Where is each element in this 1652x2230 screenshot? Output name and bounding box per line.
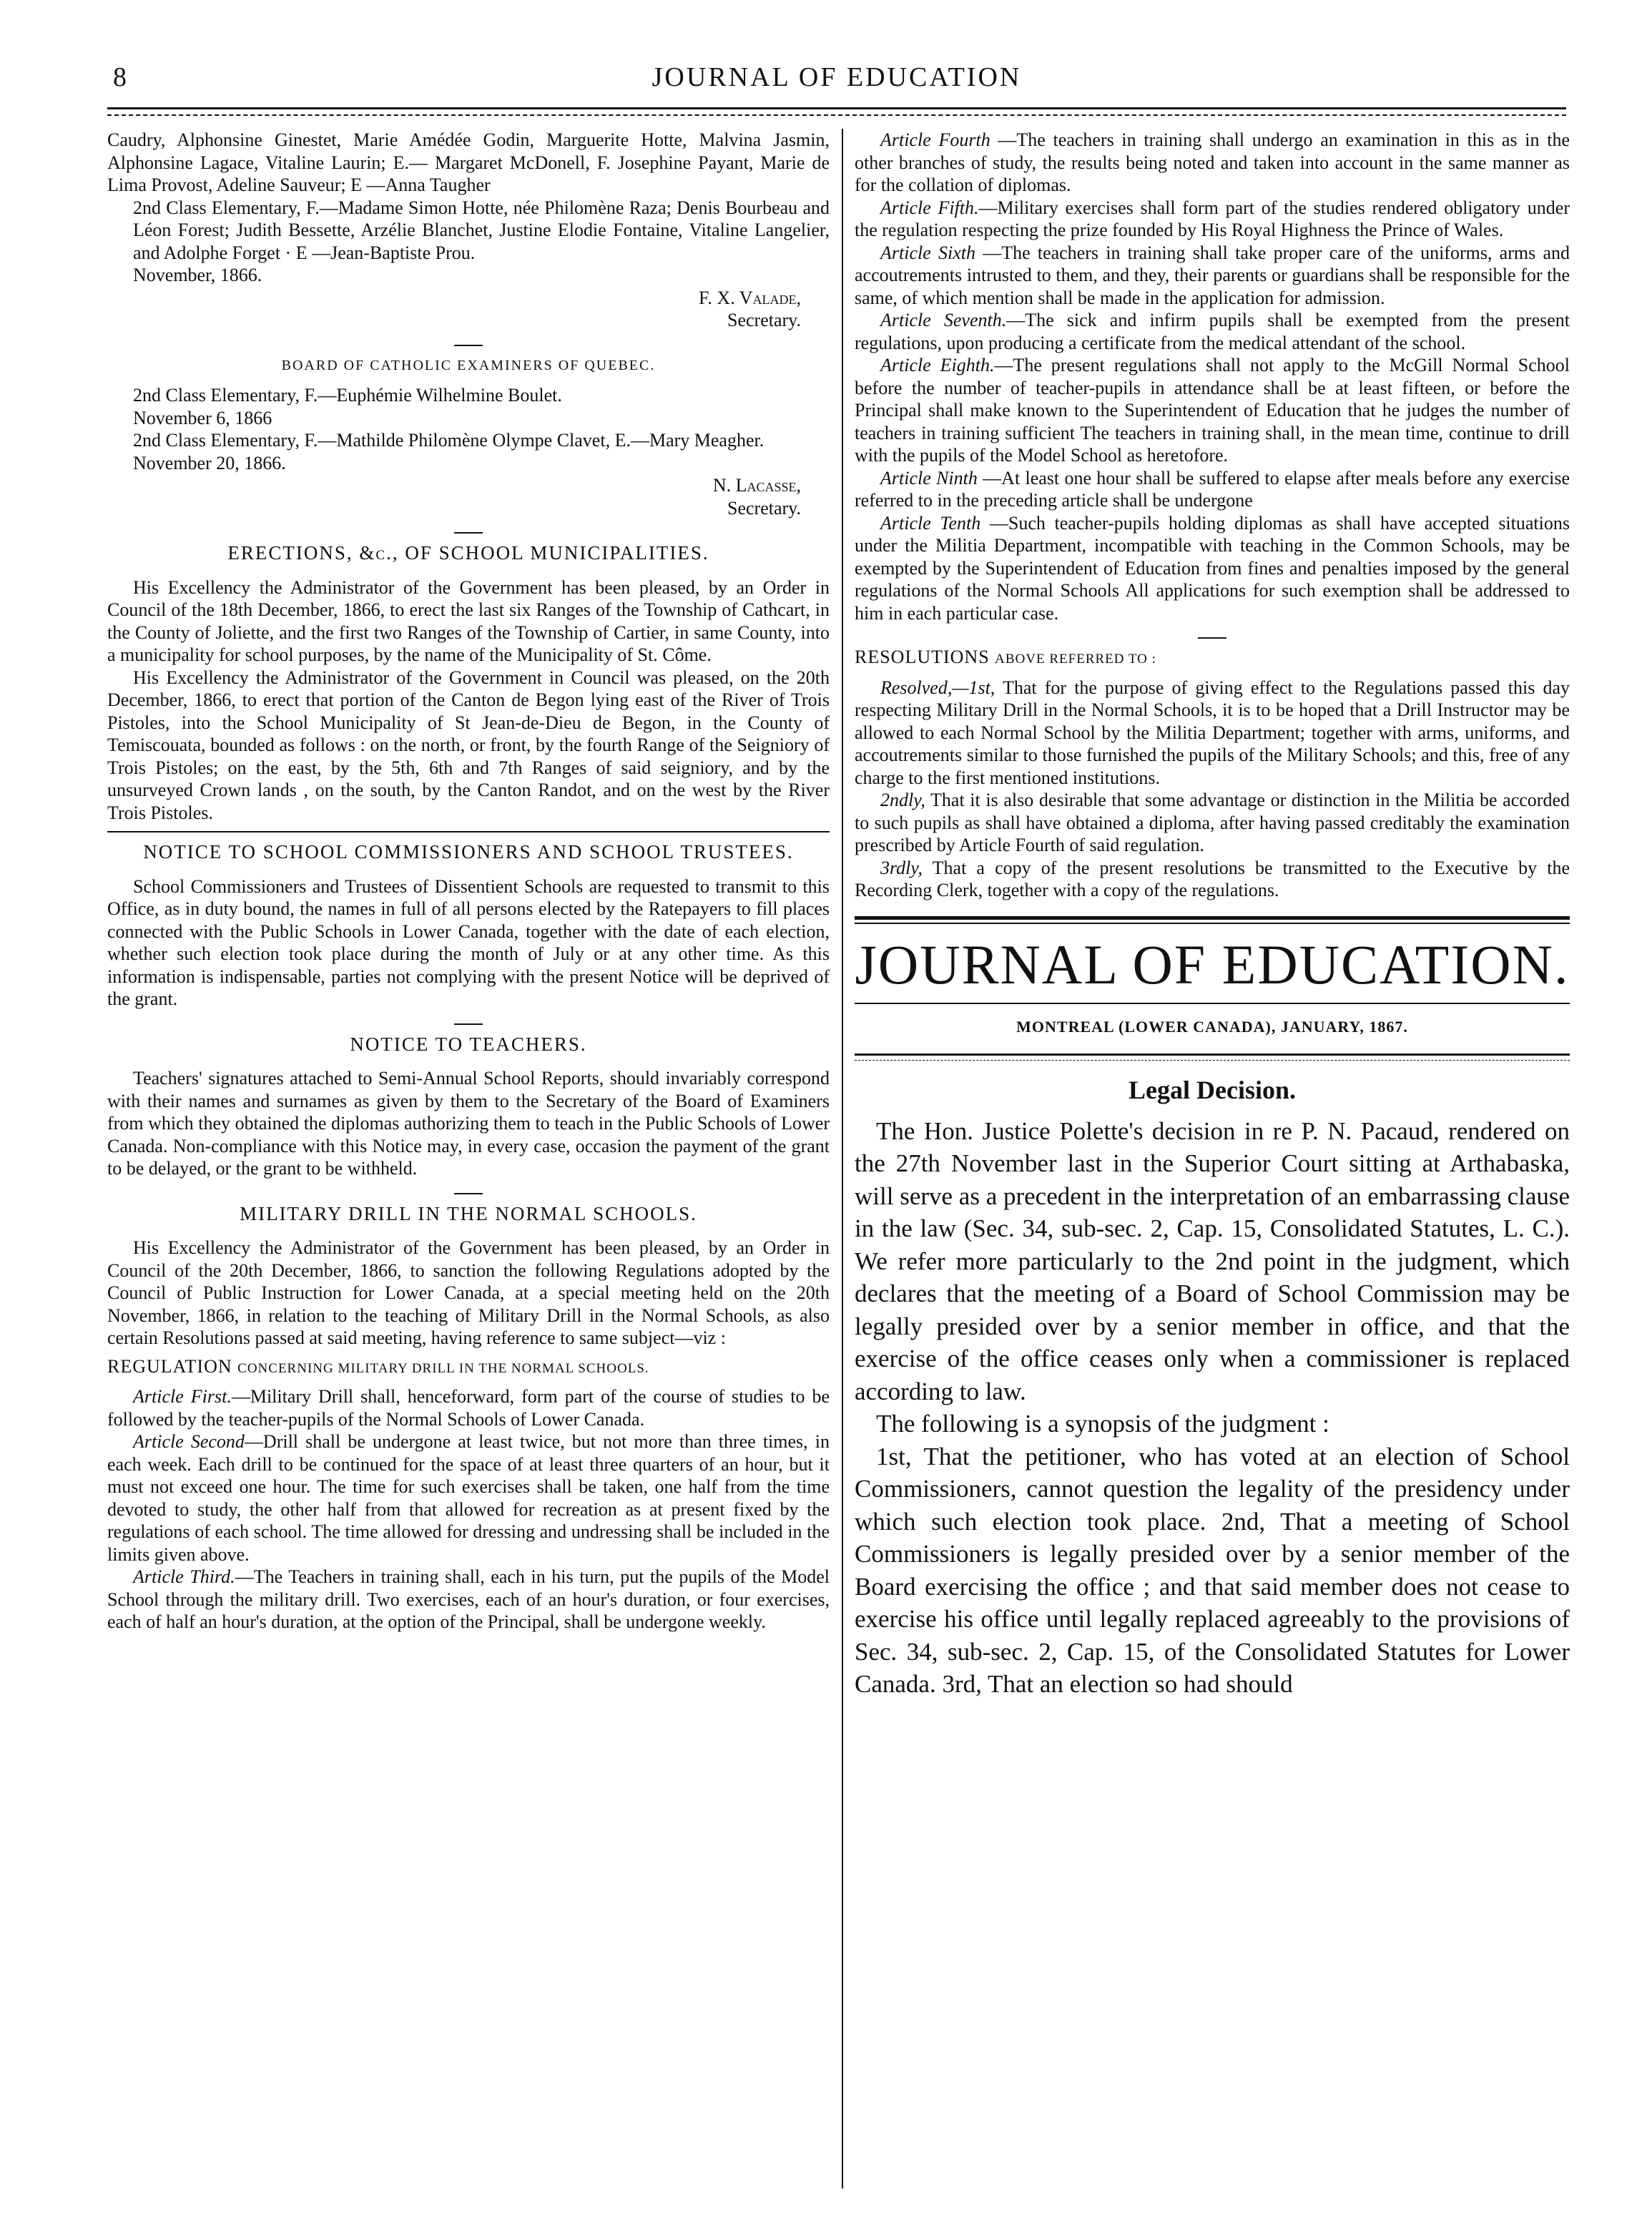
regulation-heading-main: REGULATION [107, 1355, 232, 1377]
resolution-text: That it is also desirable that some advantage or distinction in the Militia be accorded to such pupils as shall have obtained a diploma, after having passed creditably the examination prescribed by Article Fourth of said regulation. [855, 790, 1570, 855]
board-heading: BOARD OF CATHOLIC EXAMINERS OF QUEBEC. [281, 357, 656, 373]
masthead-underline [855, 1003, 1570, 1004]
names-paragraph: 2nd Class Elementary, F.—Madame Simon Hotte, née Philomène Raza; Denis Bourbeau and Léon Forest; Judith Bessette, Arzélie Blanchet, Justine Elodie Fontaine, Vitaline Langelier, and Adolphe Forget · E —Jean-Baptiste Prou. [133, 197, 830, 263]
right-column [855, 129, 1570, 1701]
article-eighth [855, 354, 1570, 467]
names-paragraph: Caudry, Alphonsine Ginestet, Marie Amédée Godin, Marguerite Hotte, Malvina Jasmin, Alphonsine Lagace, Vitaline Laurin; E.— Margaret McDonell, F. Josephine Payant, Marie de Lima Provost, Adeline Sauveur; E —Anna Taugher [107, 129, 830, 195]
article-second [107, 1430, 830, 1566]
resolution-text: That for the purpose of giving effect to the Regulations passed this day respecting Military Drill in the Normal Schools, it is to be hoped that a Drill Instructor may be allowed to each Normal School by the Militia Department; together with arms, uniforms, and accoutrements similar to those furnished the pupils of the Military Schools; and this, free of any charge to the first mentioned institutions. [855, 677, 1570, 788]
diploma-names-block [107, 129, 830, 287]
header-rule-dashed [107, 114, 1566, 116]
masthead-rule [855, 916, 1570, 920]
section-divider [1198, 637, 1226, 639]
article-label: Article Seventh. [880, 310, 1007, 330]
article-text: —Such teacher-pupils holding diplomas as shall have accepted situations under the Militia Department, incompatible with teaching in the Common Schools, may be exempted by the Superintendent of Education from fines and penalties imposed by the general regulations of the Normal Schools All applications for such exemption shall be addressed to him in each particular case. [855, 512, 1570, 624]
notice-teachers-heading: NOTICE TO TEACHERS. [350, 1033, 587, 1055]
article-fifth [855, 197, 1570, 242]
article-label: Article Tenth [880, 512, 981, 534]
article-label: Article Third. [133, 1566, 235, 1587]
regulation-heading-sub: CONCERNING MILITARY DRILL IN THE NORMAL SCHOOLS. [237, 1360, 649, 1376]
erections-paragraph: His Excellency the Administrator of the Government has been pleased, by an Order in Council of the 18th December, 1866, to erect the last six Ranges of the Township of Cathcart, in the County of Joliette, and the first two Ranges of the Township of Cartier, in same County, into a municipality for school purposes, by the name of the Municipality of St. Côme. [107, 576, 830, 665]
regulation-heading [107, 1355, 830, 1380]
resolution-label: 3rdly, [880, 857, 923, 878]
article-text: —At least one hour shall be suffered to elapse after meals before any exercise referred to in the preceding article shall be undergone [855, 467, 1570, 511]
resolutions-heading-main: RESOLUTIONS [855, 647, 990, 667]
board-date: November 6, 1866 [133, 407, 272, 428]
resolution-label: Resolved,—1st, [880, 677, 995, 698]
signature-valade [107, 287, 830, 332]
masthead-rule-thin [855, 923, 1570, 924]
resolution-first [855, 677, 1570, 790]
article-label: Article Sixth [880, 242, 975, 263]
legal-decision-title: Legal Decision. [1129, 1076, 1296, 1104]
article-label: Article First. [133, 1386, 232, 1407]
article-text: —The teachers in training shall take proper care of the uniforms, arms and accoutrements intrusted to them, and they, their parents or guardians shall be responsible for the same, of which mention shall be made in the application for admission. [855, 242, 1570, 308]
editorial-paragraph: 1st, That the petitioner, who has voted at an election of School Commissioners, cannot question the legality of the presidency under which such election took place. 2nd, That a meeting of School Commissioners is legally presided over by a senior member of the Board exercising the office ; and that said member does not cease to exercise his office until legally replaced agreeably to the provisions of Sec. 34, sub-sec. 2, Cap. 15, of the Consolidated Statutes for Lower Canada. 3rd, That an election so had should [855, 1442, 1570, 1698]
resolution-third [855, 857, 1570, 902]
resolutions-heading [855, 646, 1570, 671]
page-number: 8 [113, 62, 127, 92]
resolution-text: That a copy of the present resolutions be transmitted to the Executive by the Recording Clerk, together with a copy of the regulations. [855, 857, 1570, 900]
page-header [107, 57, 1566, 100]
article-text: —The sick and infirm pupils shall be exempted from the present regulations, upon producing a certificate from the medical attendant of the school. [855, 310, 1570, 353]
erections-heading: ERECTIONS, &c., OF SCHOOL MUNICIPALITIES. [227, 542, 709, 564]
military-intro: His Excellency the Administrator of the Government has been pleased, by an Order in Council of the 20th December, 1866, to sanction the following Regulations adopted by the Council of Public Instruction for Lower Canada, at a special meeting held on the 20th November, 1866, in relation to the teaching of Military Drill in the Normal Schools, as also certain Resolutions passed at said meeting, having reference to same subject—viz : [107, 1237, 830, 1348]
article-fourth [855, 129, 1570, 197]
dateline-rule [855, 1053, 1570, 1061]
masthead-title: JOURNAL OF EDUCATION. [855, 933, 1570, 996]
signature-name: N. Lacasse, [712, 475, 801, 496]
left-column [107, 129, 830, 1634]
section-rule [107, 831, 830, 832]
article-ninth [855, 467, 1570, 512]
military-heading: MILITARY DRILL IN THE NORMAL SCHOOLS. [240, 1202, 697, 1224]
signature-name: F. X. Valade, [699, 287, 801, 308]
section-divider [454, 345, 483, 346]
board-date: November 20, 1866. [133, 452, 286, 473]
signature-lacasse [107, 474, 830, 519]
board-paragraph: 2nd Class Elementary, F.—Mathilde Philomène Olympe Clavet, E.—Mary Meagher. [133, 430, 764, 451]
names-date: November, 1866. [133, 265, 262, 285]
article-label: Article Fourth [880, 129, 990, 150]
section-divider [454, 532, 483, 534]
article-text: —Drill shall be undergone at least twice, but not more than three times, in each week. Each drill to be continued for the space of at least three quarters of an hour, but it must not exceed one hour. The time for such exercises shall be taken, one half from the time devoted to study, the other half from that allowed for recreation as at present fixed by the regulations of each school. The time allowed for dressing and undressing shall be included in the limits given above. [107, 1431, 830, 1565]
article-text: —The Teachers in training shall, each in his turn, put the pupils of the Model School through the military drill. Two exercises, each of an hour's duration, or four exercises, each of half an hour's duration, at the option of the Principal, shall be undergone weekly. [107, 1566, 830, 1632]
article-label: Article Ninth [880, 467, 978, 488]
board-paragraph: 2nd Class Elementary, F.—Euphémie Wilhelmine Boulet. [133, 385, 562, 406]
dateline: MONTREAL (LOWER CANADA), JANUARY, 1867. [1016, 1017, 1408, 1036]
notice-commissioners-paragraph: School Commissioners and Trustees of Dissentient Schools are requested to transmit to this Office, as in duty bound, the names in full of all persons elected by the Ratepayers to fill places connected with the Public Schools in Lower Canada, together with the date of each election, whether such election took place during the month of July or at any other time. As this information is indispensable, parties not complying with the present Notice will be deprived of the grant. [107, 875, 830, 1009]
article-text: —The teachers in training shall undergo an examination in this as in the other branches of study, the results being noted and taken into account in the same manner as for the collation of diplomas. [855, 129, 1570, 195]
article-sixth [855, 242, 1570, 310]
header-rule [107, 107, 1566, 109]
resolution-second [855, 789, 1570, 857]
article-label: Article Second [133, 1431, 245, 1452]
resolution-label: 2ndly, [880, 790, 925, 810]
legal-decision-body [855, 1115, 1570, 1701]
editorial-paragraph: The Hon. Justice Polette's decision in re P. N. Pacaud, rendered on the 27th November last in the Superior Court sitting at Arthabaska, will serve as a precedent in the interpretation of an embarrassing clause in the law (Sec. 34, sub-sec. 2, Cap. 15, Consolidated Statutes, L. C.). We refer more particularly to the 2nd point in the judgment, which declares that the meeting of a Board of School Commission may be legally presided over by a senior member in office, and that the exercise of the office ceases only when a commissioner is replaced according to law. [855, 1116, 1570, 1405]
signature-title: Secretary. [727, 310, 801, 330]
erections-paragraph: His Excellency the Administrator of the Government in Council was pleased, on the 20th December, 1866, to erect that portion of the Canton de Begon lying east of the River of Trois Pistoles, into the School Municipality of St Jean-de-Dieu de Begon, in the County of Temiscouata, bounded as follows : on the north, or front, by the fourth Range of the Seigniory of Trois Pistoles; on the east, by the 5th, 6th and 7th Ranges of said seigniory, and by the unsurveyed Crown lands , on the south, by the Canton Randot, and on the west by the River Trois Pistoles. [107, 667, 830, 823]
section-divider [454, 1193, 483, 1194]
article-label: Article Eighth. [880, 355, 995, 375]
signature-title: Secretary. [727, 497, 801, 519]
notice-commissioners-heading: NOTICE TO SCHOOL COMMISSIONERS AND SCHOOL TRUSTEES. [143, 841, 794, 863]
running-title: JOURNAL OF EDUCATION [652, 62, 1022, 92]
article-tenth [855, 512, 1570, 625]
article-third [107, 1566, 830, 1634]
resolutions-heading-sub: ABOVE REFERRED TO : [995, 652, 1156, 667]
notice-teachers-paragraph: Teachers' signatures attached to Semi-Annual School Reports, should invariably correspond with their names and surnames as given by them to the Secretary of the Board of Examiners from which they obtained the diplomas authorizing them to teach in the Public Schools of Lower Canada. Non-compliance with this Notice may, in every case, occasion the payment of the grant to be delayed, or the grant to be withheld. [107, 1068, 830, 1179]
article-text: —Military Drill shall, henceforward, form part of the course of studies to be followed by the teacher-pupils of the Normal Schools of Lower Canada. [107, 1386, 830, 1430]
article-first [107, 1385, 830, 1430]
article-text: —Military exercises shall form part of the studies rendered obligatory under the regulation respecting the prize founded by His Royal Highness the Prince of Wales. [855, 197, 1570, 240]
article-text: —The present regulations shall not apply to the McGill Normal School before the number of teacher-pupils in attendance shall be at least fifteen, or before the Principal shall make known to the Superintendent of Education that he judges the number of teachers in training sufficient The teachers in training shall, in the mean time, continue to drill with the pupils of the Model School as heretofore. [855, 355, 1570, 466]
editorial-paragraph: The following is a synopsis of the judgment : [876, 1410, 1329, 1438]
column-divider [842, 129, 843, 2189]
section-divider [454, 1023, 483, 1025]
article-label: Article Fifth. [880, 197, 979, 218]
article-seventh [855, 309, 1570, 354]
